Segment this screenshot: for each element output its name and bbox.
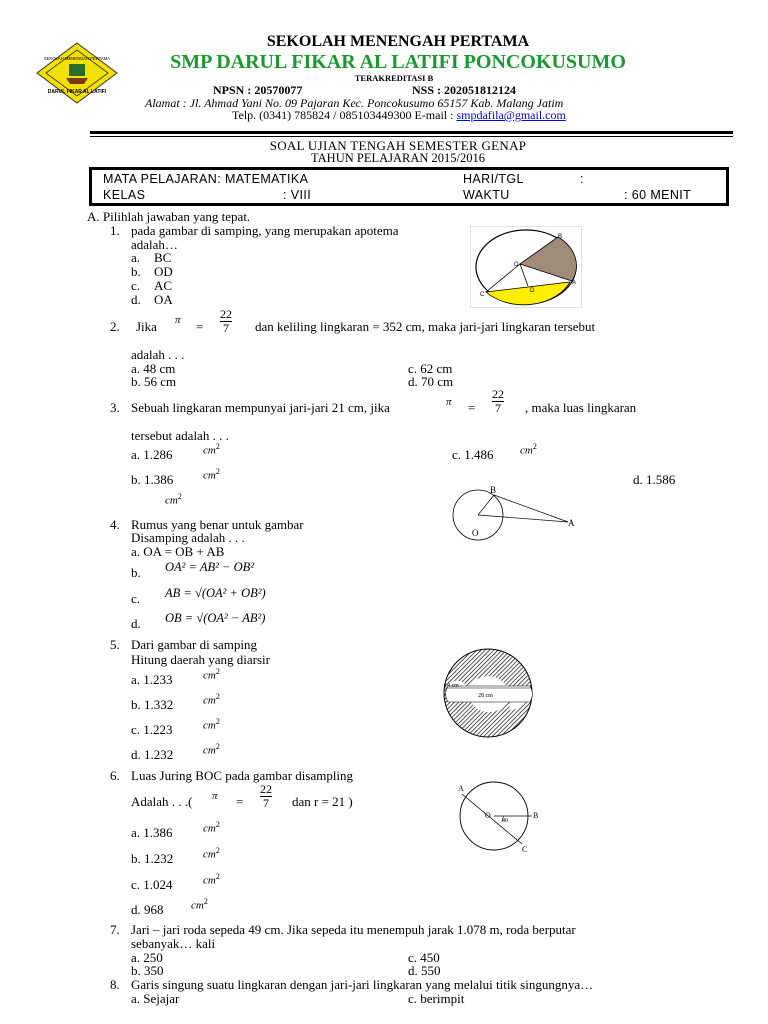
q7-opt-a[interactable]: a. 250 — [131, 950, 163, 965]
q6-frac-den: 7 — [260, 796, 272, 810]
subject-label: MATA PELAJARAN: MATEMATIKA — [103, 172, 309, 186]
q6-fig-label-c: C — [522, 845, 528, 854]
q2-fraction — [220, 308, 232, 335]
q3-opt-c[interactable]: c. 1.486 — [452, 447, 494, 462]
q1-fig-label-b: B — [558, 234, 563, 240]
q5-unit-c: $cm^2$ — [203, 717, 220, 732]
q3-unit-d: $cm^2$ — [165, 492, 182, 507]
q1-opt-c-label: c. — [131, 278, 141, 293]
q2-line2: adalah . . . — [131, 347, 185, 362]
class-value: : VIII — [283, 188, 312, 202]
q1-circle-figure — [470, 226, 582, 308]
day-label: HARI/TGL — [463, 172, 524, 186]
q4-line2: Disamping adalah . . . — [131, 530, 245, 545]
q1-fig-label-c: C — [480, 292, 485, 298]
q6-adalah: Adalah . . .( — [131, 794, 193, 809]
header-rule-thin — [90, 136, 733, 137]
q3-frac-den: 7 — [492, 401, 504, 415]
q6-fig-angle: 40 — [502, 818, 508, 824]
q5-line2: Hitung daerah yang diarsir — [131, 652, 270, 667]
contact-line — [232, 108, 566, 123]
address: Alamat : Jl. Ahmad Yani No. 09 Pajaran Kec. Poncokusumo 65157 Kab. Malang Jatim — [145, 96, 564, 110]
q3-pi: π — [446, 396, 452, 408]
q2-number: 2. — [110, 319, 120, 334]
q1-opt-a-label: a. — [131, 250, 141, 265]
q4-opt-d-formula[interactable]: OB = √(OA² − AB²) — [165, 611, 266, 625]
q2-opt-d[interactable]: d. 70 cm — [408, 374, 454, 389]
q6-unit-b: $cm^2$ — [203, 846, 220, 861]
q5-opt-b[interactable]: b. 1.332 — [131, 697, 174, 712]
q3-fraction — [492, 388, 504, 415]
q6-opt-b[interactable]: b. 1.232 — [131, 851, 174, 866]
q7-opt-c[interactable]: c. 450 — [408, 950, 440, 965]
q3-opt-d[interactable]: d. 1.586 — [633, 472, 676, 487]
q1-opt-a[interactable]: BC — [154, 250, 172, 265]
q1-number: 1. — [110, 223, 120, 238]
q1-opt-b[interactable]: OD — [154, 264, 173, 279]
q6-opt-a[interactable]: a. 1.386 — [131, 825, 173, 840]
q3-unit-c: $cm^2$ — [520, 442, 537, 457]
q5-opt-d[interactable]: d. 1.232 — [131, 747, 174, 762]
q5-unit-b: $cm^2$ — [203, 692, 220, 707]
q1-opt-d-label: d. — [131, 292, 141, 307]
q4-opt-a[interactable]: a. OA = OB + AB — [131, 544, 225, 559]
q3-frac-num: 22 — [492, 387, 504, 401]
q4-opt-d-label: d. — [131, 616, 141, 631]
q1-line2: adalah… — [131, 237, 178, 252]
logo-text-bottom: DARUL FIKAR AL LATIFI — [47, 89, 107, 95]
q4-opt-c-label: c. — [131, 591, 141, 606]
q4-opt-c-formula[interactable]: AB = √(OA² + OB²) — [165, 586, 266, 600]
q1-opt-b-label: b. — [131, 264, 141, 279]
header-rule-thick — [90, 131, 733, 134]
email-link[interactable]: smpdafila@gmail.com — [456, 108, 566, 122]
q3-unit-a: $cm^2$ — [203, 442, 220, 457]
q6-unit-a: $cm^2$ — [203, 820, 220, 835]
q5-fig-label-28: 28 cm — [478, 693, 493, 699]
q3-opt-a[interactable]: a. 1.286 — [131, 447, 173, 462]
day-colon: : — [580, 172, 584, 186]
q8-number: 8. — [110, 977, 120, 992]
q5-unit-a: $cm^2$ — [203, 667, 220, 682]
q4-fig-label-b: B — [490, 485, 497, 495]
q5-opt-c[interactable]: c. 1.223 — [131, 722, 173, 737]
phone-text: Telp. (0341) 785824 / 085103449300 E-mail : — [232, 108, 457, 122]
q6-number: 6. — [110, 768, 120, 783]
q4-opt-b-label: b. — [131, 565, 141, 580]
npsn: NPSN : 20570077 — [213, 83, 303, 97]
q6-fig-label-o: O — [485, 811, 491, 820]
q6-fraction — [260, 783, 272, 810]
q5-line1: Dari gambar di samping — [131, 637, 257, 652]
q3-eq: = — [468, 400, 476, 415]
q6-rest: dan r = 21 ) — [292, 794, 353, 809]
q5-number: 5. — [110, 637, 120, 652]
q1-opt-c[interactable]: AC — [154, 278, 173, 293]
q5-fig-label-14: 14 cm — [444, 683, 459, 689]
q2-rest: dan keliling lingkaran = 352 cm, maka jari-jari lingkaran tersebut — [255, 319, 596, 334]
time-value: : 60 MENIT — [624, 188, 692, 202]
q1-opt-d[interactable]: OA — [154, 292, 173, 307]
logo-text-top: SEKOLAH MENENGAH PERTAMA — [43, 56, 111, 61]
q1-fig-label-a: A — [572, 280, 577, 286]
q7-line2: sebanyak… kali — [131, 936, 216, 951]
q4-line1: Rumus yang benar untuk gambar — [131, 517, 304, 532]
q4-opt-b-formula[interactable]: OA² = AB² − OB² — [165, 560, 254, 574]
q3-line2: tersebut adalah . . . — [131, 428, 229, 443]
q6-line1: Luas Juring BOC pada gambar disampling — [131, 768, 354, 783]
school-type: SEKOLAH MENENGAH PERTAMA — [266, 33, 530, 50]
q4-fig-label-o: O — [472, 528, 479, 538]
q2-opt-c[interactable]: c. 62 cm — [408, 361, 453, 376]
q6-opt-c[interactable]: c. 1.024 — [131, 877, 173, 892]
q2-frac-den: 7 — [220, 321, 232, 335]
q6-fig-label-b: B — [533, 811, 539, 820]
q5-shaded-circle-figure — [438, 646, 538, 740]
q4-fig-label-a: A — [568, 518, 575, 528]
class-label: KELAS — [103, 188, 146, 202]
q6-unit-d: $cm^2$ — [191, 897, 208, 912]
q1-line1: pada gambar di samping, yang merupakan apotema — [131, 223, 399, 238]
q2-opt-a[interactable]: a. 48 cm — [131, 361, 176, 376]
q5-opt-a[interactable]: a. 1.233 — [131, 672, 173, 687]
time-label: WAKTU — [463, 188, 510, 202]
q8-line1: Garis singung suatu lingkaran dengan jari-jari lingkaran yang melalui titik singungnya… — [131, 977, 594, 992]
q3-rest: , maka luas lingkaran — [525, 400, 637, 415]
q7-line1: Jari – jari roda sepeda 49 cm. Jika sepeda itu menempuh jarak 1.078 m, roda berputar — [131, 922, 576, 937]
q8-opt-c[interactable]: c. berimpit — [408, 991, 465, 1006]
q6-sector-figure — [446, 778, 550, 854]
q3-number: 3. — [110, 400, 120, 415]
q3-unit-b: $cm^2$ — [203, 467, 220, 482]
q7-opt-d[interactable]: d. 550 — [408, 963, 441, 978]
q2-opt-b[interactable]: b. 56 cm — [131, 374, 177, 389]
q2-eq: = — [196, 319, 204, 334]
q2-frac-num: 22 — [220, 307, 232, 321]
exam-year: TAHUN PELAJARAN 2015/2016 — [311, 151, 485, 165]
q2-jika: Jika — [136, 319, 157, 334]
q7-opt-b[interactable]: b. 350 — [131, 963, 164, 978]
school-name: SMP DARUL FIKAR AL LATIFI PONCOKUSUMO — [170, 51, 626, 73]
exam-title: SOAL UJIAN TENGAH SEMESTER GENAP — [269, 138, 527, 153]
nss: NSS : 202051812124 — [412, 83, 517, 97]
q8-opt-a[interactable]: a. Sejajar — [131, 991, 180, 1006]
q6-fig-label-a: A — [458, 784, 464, 793]
q6-pi: π — [212, 790, 218, 802]
q2-pi: π — [175, 314, 181, 326]
q4-tangent-figure — [440, 483, 580, 543]
q6-unit-c: $cm^2$ — [203, 872, 220, 887]
q5-unit-d: $cm^2$ — [203, 742, 220, 757]
q1-fig-label-o: O — [514, 262, 519, 268]
q7-number: 7. — [110, 922, 120, 937]
q6-eq: = — [236, 794, 244, 809]
q1-fig-label-d: D — [530, 288, 535, 294]
section-instruction: A. Pilihlah jawaban yang tepat. — [87, 209, 251, 224]
q4-number: 4. — [110, 517, 120, 532]
q3-opt-b[interactable]: b. 1.386 — [131, 472, 174, 487]
q6-opt-d[interactable]: d. 968 — [131, 902, 164, 917]
q3-line1: Sebuah lingkaran mempunyai jari-jari 21 cm, jika — [131, 400, 390, 415]
q6-frac-num: 22 — [260, 782, 272, 796]
accreditation: TERAKREDITASI B — [354, 73, 434, 83]
